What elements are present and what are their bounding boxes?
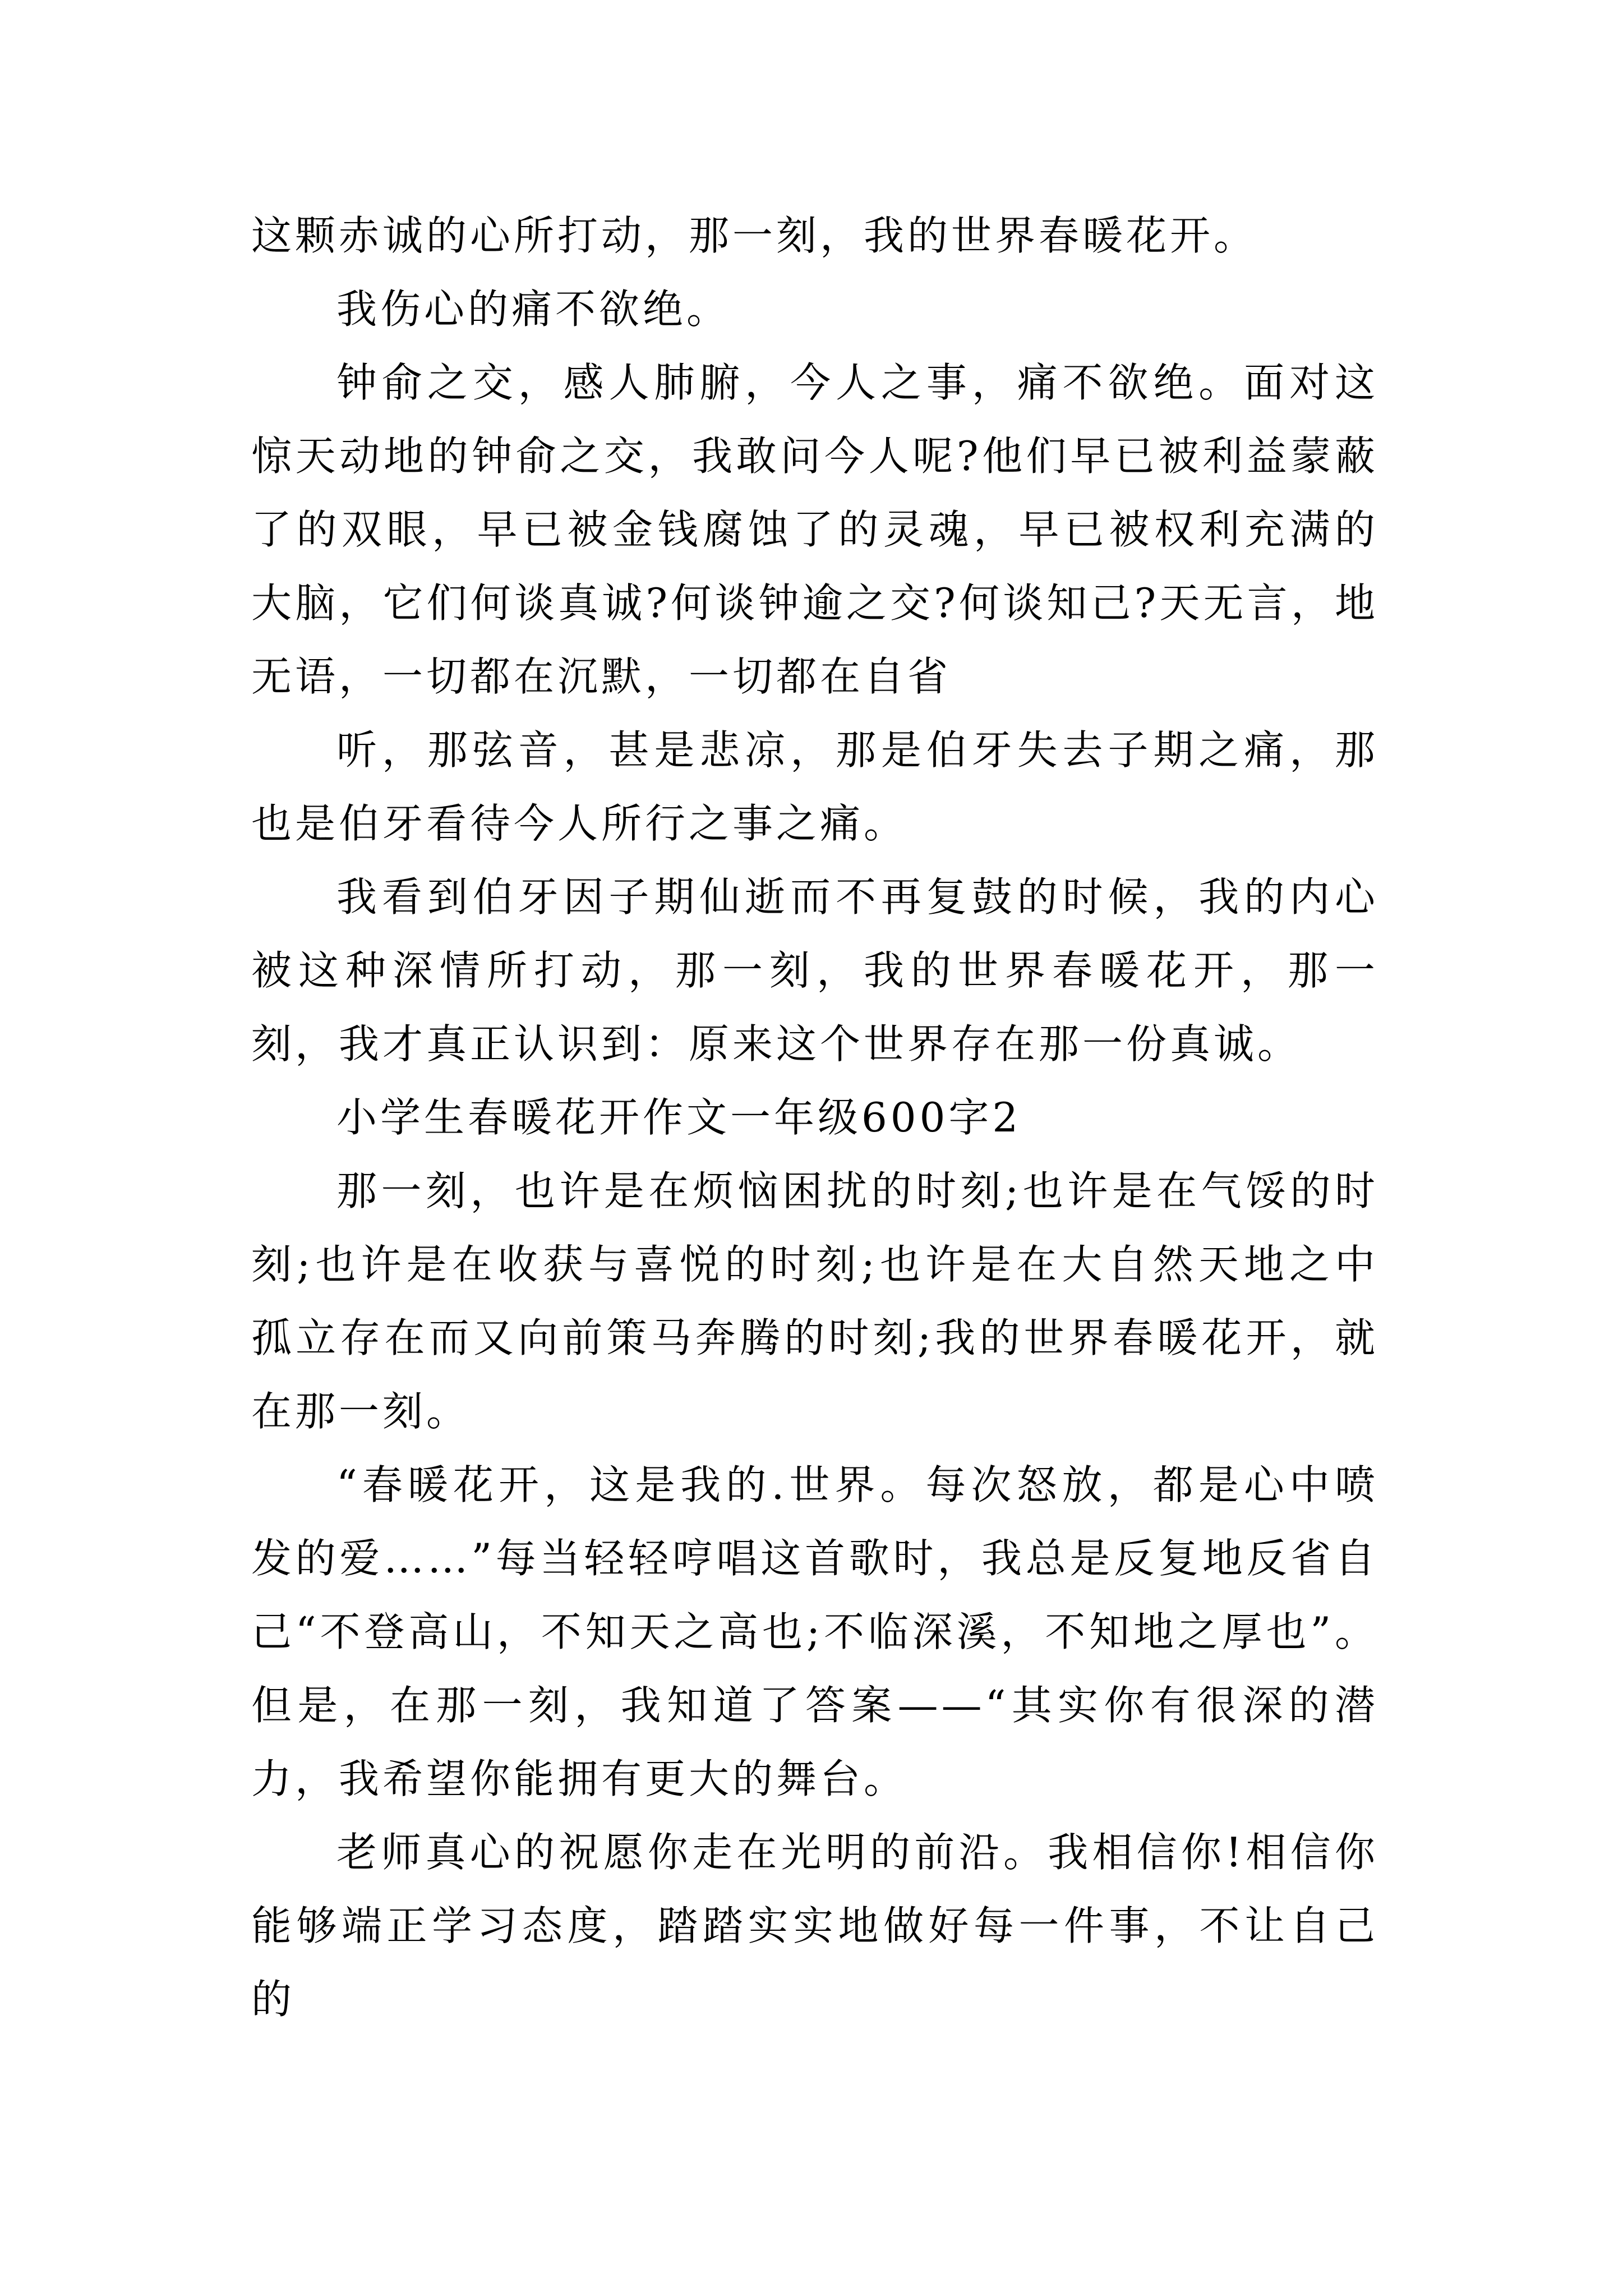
section-heading: 小学生春暖花开作文一年级600字2 (336, 1094, 1022, 1141)
body-text (251, 199, 1378, 2036)
paragraph-continuation: 这颗赤诚的心所打动，那一刻，我的世界春暖花开。 (251, 212, 1258, 259)
paragraph: 钟俞之交，感人肺腑，今人之事，痛不欲绝。面对这惊天动地的钟俞之交，我敢问今人呢?他们早已被利益蒙蔽了的双眼，早已被金钱腐蚀了的灵魂，早已被权利充满的大脑，它们何谈真诚?何谈钟逾之交?何谈知己?天无言，地无语，一切都在沉默，一切都在自省 (251, 359, 1378, 700)
paragraph: 我看到伯牙因子期仙逝而不再复鼓的时候，我的内心被这种深情所打动，那一刻，我的世界春暖花开，那一刻，我才真正认识到：原来这个世界存在那一份真诚。 (251, 873, 1378, 1068)
paragraph: 老师真心的祝愿你走在光明的前沿。我相信你!相信你能够端正学习态度，踏踏实实地做好每一件事，不让自己的 (251, 1829, 1378, 2023)
paragraph: “春暖花开，这是我的.世界。每次怒放，都是心中喷发的爱……”每当轻轻哼唱这首歌时，我总是反复地反省自己“不登高山，不知天之高也;不临深溪，不知地之厚也”。但是，在那一刻，我知道了答案——“其实你有很深的潜力，我希望你能拥有更大的舞台。 (251, 1461, 1378, 1802)
paragraph: 我伤心的痛不欲绝。 (336, 286, 731, 333)
paragraph: 那一刻，也许是在烦恼困扰的时刻;也许是在气馁的时刻;也许是在收获与喜悦的时刻;也许是在大自然天地之中孤立存在而又向前策马奔腾的时刻;我的世界春暖花开，就在那一刻。 (251, 1167, 1378, 1435)
paragraph: 听，那弦音，甚是悲凉，那是伯牙失去子期之痛，那也是伯牙看待今人所行之事之痛。 (251, 726, 1378, 847)
